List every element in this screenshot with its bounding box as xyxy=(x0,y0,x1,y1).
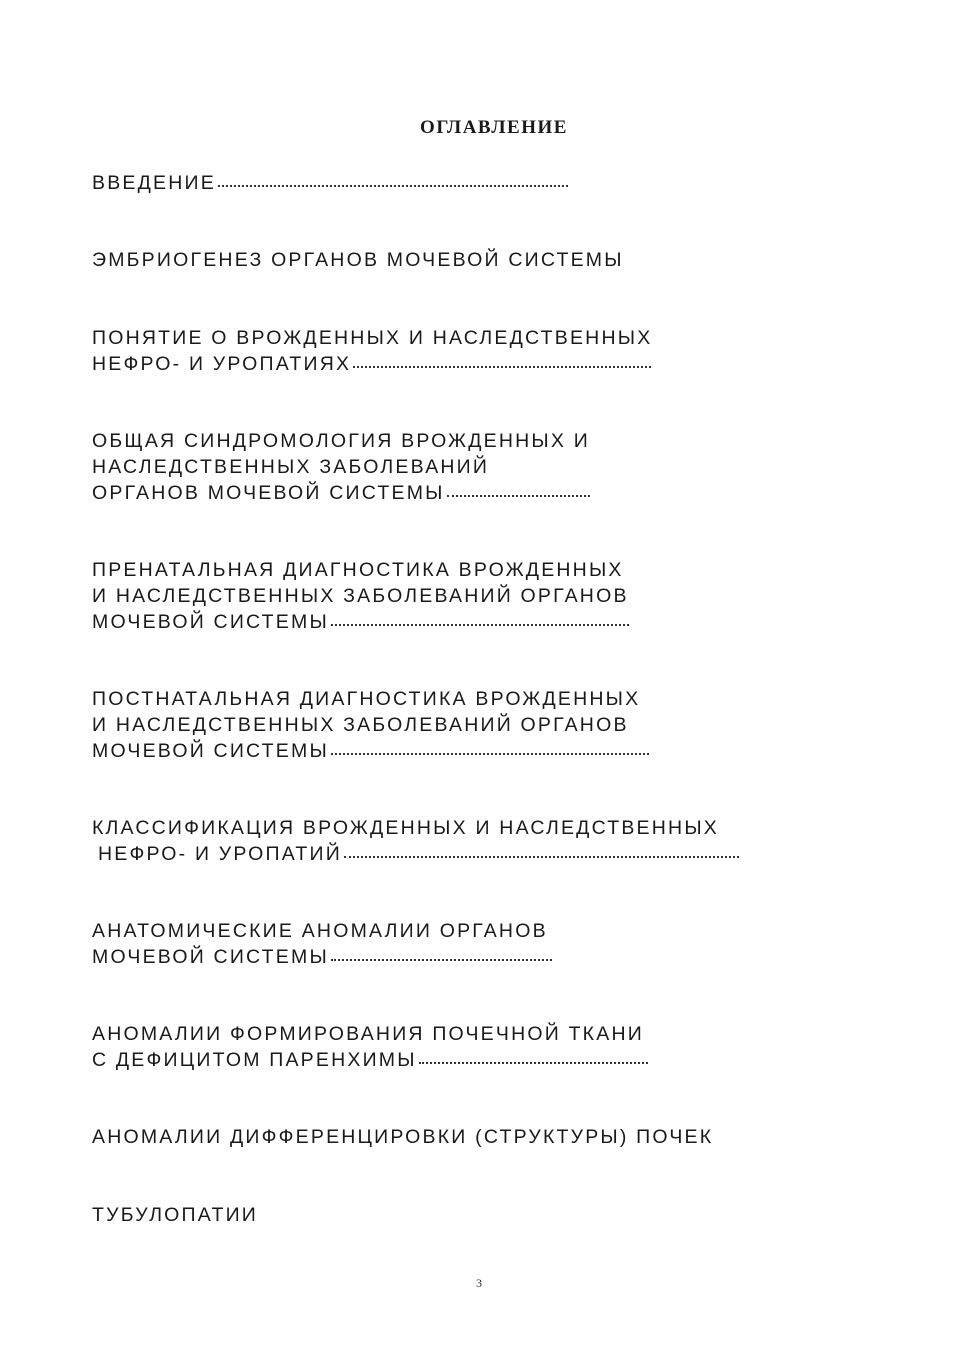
toc-entry-text: НЕФРО- И УРОПАТИЯХ xyxy=(92,353,352,375)
toc-entry[interactable] xyxy=(92,428,590,506)
page-number: 3 xyxy=(476,1276,482,1290)
toc-entry[interactable] xyxy=(92,170,568,196)
dot-leader xyxy=(447,495,590,497)
toc-entry-text: НЕФРО- И УРОПАТИЙ xyxy=(98,843,342,865)
toc-entry-line xyxy=(92,170,568,196)
toc-entry[interactable] xyxy=(92,1021,648,1073)
toc-entry[interactable] xyxy=(92,1202,258,1228)
toc-entry-line xyxy=(92,609,629,635)
toc-entry[interactable] xyxy=(92,557,629,635)
toc-entry[interactable] xyxy=(92,325,652,377)
dot-leader xyxy=(331,624,629,626)
toc-entry-line: НАСЛЕДСТВЕННЫХ ЗАБОЛЕВАНИЙ xyxy=(92,456,490,478)
toc-entry-text: МОЧЕВОЙ СИСТЕМЫ xyxy=(92,740,329,762)
toc-entry-line xyxy=(92,480,590,506)
toc-entry-line xyxy=(92,841,739,867)
toc-entry-line: ПРЕНАТАЛЬНАЯ ДИАГНОСТИКА ВРОЖДЕННЫХ xyxy=(92,559,624,581)
toc-entry-line: ПОСТНАТАЛЬНАЯ ДИАГНОСТИКА ВРОЖДЕННЫХ xyxy=(92,688,641,710)
dot-leader xyxy=(331,753,649,755)
dot-leader xyxy=(218,185,568,187)
toc-entry[interactable] xyxy=(92,1124,713,1150)
toc-entry-line xyxy=(92,738,649,764)
toc-entry[interactable] xyxy=(92,247,624,273)
toc-entry-text: ВВЕДЕНИЕ xyxy=(92,172,216,194)
toc-entry-line: ОБЩАЯ СИНДРОМОЛОГИЯ ВРОЖДЕННЫХ И xyxy=(92,430,590,452)
dot-leader xyxy=(353,366,651,368)
toc-entry-text: МОЧЕВОЙ СИСТЕМЫ xyxy=(92,611,329,633)
toc-entry-line: АНАТОМИЧЕСКИЕ АНОМАЛИИ ОРГАНОВ xyxy=(92,920,548,942)
dot-leader xyxy=(331,959,552,961)
toc-entry-text: ОРГАНОВ МОЧЕВОЙ СИСТЕМЫ xyxy=(92,482,445,504)
toc-entry-text: С ДЕФИЦИТОМ ПАРЕНХИМЫ xyxy=(92,1049,417,1071)
dot-leader xyxy=(419,1062,648,1064)
toc-entry-line: И НАСЛЕДСТВЕННЫХ ЗАБОЛЕВАНИЙ ОРГАНОВ xyxy=(92,714,629,736)
toc-entry-text: МОЧЕВОЙ СИСТЕМЫ xyxy=(92,946,329,968)
toc-entry-line: И НАСЛЕДСТВЕННЫХ ЗАБОЛЕВАНИЙ ОРГАНОВ xyxy=(92,585,629,607)
toc-entry-line: АНОМАЛИИ ФОРМИРОВАНИЯ ПОЧЕЧНОЙ ТКАНИ xyxy=(92,1023,644,1045)
toc-entry-line xyxy=(92,1047,648,1073)
toc-entry-line: КЛАССИФИКАЦИЯ ВРОЖДЕННЫХ И НАСЛЕДСТВЕННЫХ xyxy=(92,817,719,839)
dot-leader xyxy=(344,856,739,858)
toc-entry[interactable] xyxy=(92,815,739,867)
toc-entry-line: ПОНЯТИЕ О ВРОЖДЕННЫХ И НАСЛЕДСТВЕННЫХ xyxy=(92,327,653,349)
toc-entry-line: АНОМАЛИИ ДИФФЕРЕНЦИРОВКИ (СТРУКТУРЫ) ПОЧЕК xyxy=(92,1126,714,1148)
toc-entry-line: ЭМБРИОГЕНЕЗ ОРГАНОВ МОЧЕВОЙ СИСТЕМЫ xyxy=(92,249,624,271)
toc-entry-line xyxy=(92,944,552,970)
toc-entry[interactable] xyxy=(92,686,649,764)
toc-entry-line: ТУБУЛОПАТИИ xyxy=(92,1204,258,1226)
toc-entry-line xyxy=(92,351,652,377)
page-title: ОГЛАВЛЕНИЕ xyxy=(420,117,568,138)
toc-entry[interactable] xyxy=(92,918,552,970)
